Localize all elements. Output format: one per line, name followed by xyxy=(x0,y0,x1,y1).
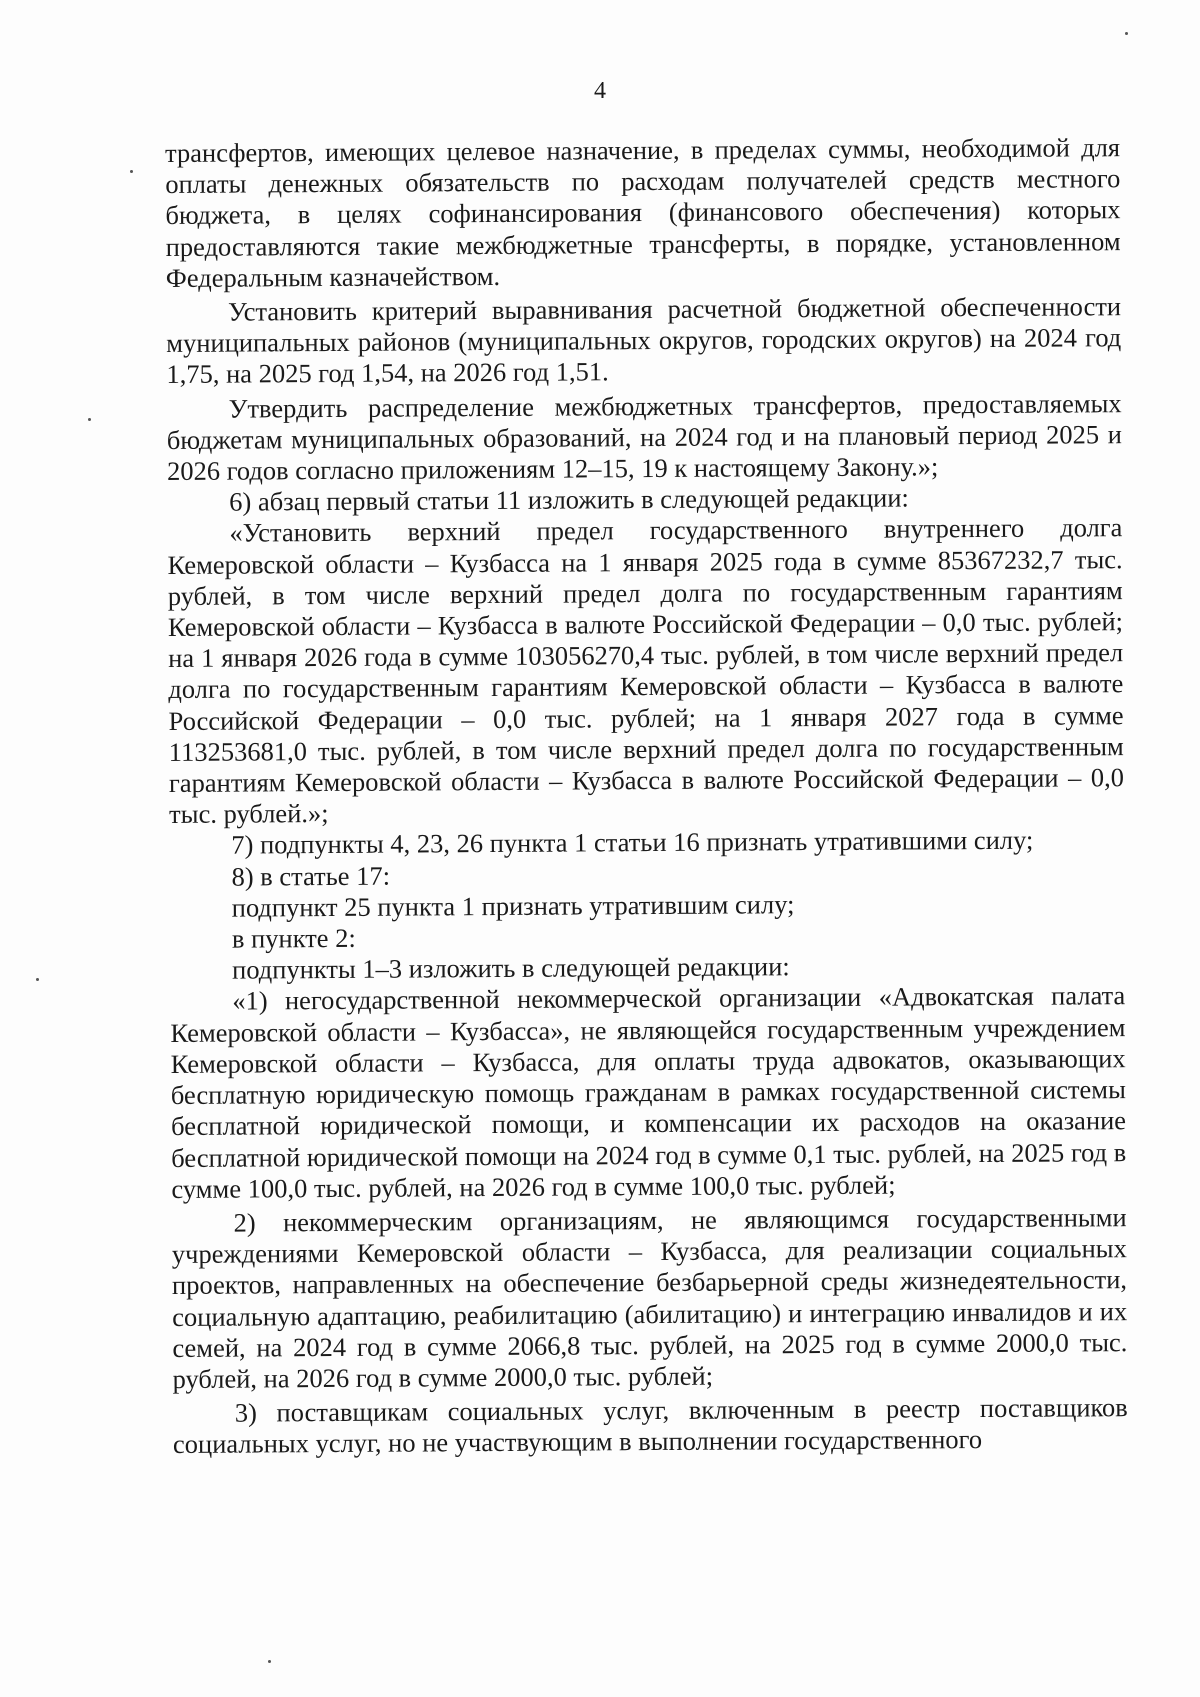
scan-speck xyxy=(268,1660,271,1663)
paragraph-point-2: в пункте 2: xyxy=(231,922,356,954)
paragraph-transfers-distribution: Утвердить распределение межбюджетных трансфертов, предоставляемых бюджетам муниципальных образований, на 2024 год и на плановый период 2025 и 2026 годов согласно приложениям 12–15, 19 к настоящему Закону.»; xyxy=(166,387,1122,487)
scan-speck xyxy=(130,170,133,173)
page-number: 4 xyxy=(594,78,606,104)
paragraph-equalization-criterion: Установить критерий выравнивания расчетной бюджетной обеспеченности муниципальных районов (муниципальных округов, городских округов) на 2024 год 1,75, на 2025 год 1,54, на 2026 год 1,51. xyxy=(166,291,1122,390)
scan-speck xyxy=(88,418,91,421)
scan-speck xyxy=(1125,32,1128,35)
paragraph-subitem-1: «1) негосударственной некоммерческой организации «Адвокатская палата Кемеровской области – Кузбасса», не являющейся государственным учреждением Кемеровской области – Кузбасса, для оплаты труда адвокатов, оказывающих бесплатную юридическую помощь гражданам в рамках государственной системы бесплатной юридической помощи, и компенсации их расходов на оказание бесплатной юридической помощи на 2024 год в сумме 0,1 тыс. рублей, на 2025 год в сумме 100,0 тыс. рублей, на 2026 год в сумме 100,0 тыс. рублей; xyxy=(170,980,1127,1204)
paragraph-subitem-25: подпункт 25 пункта 1 признать утратившим силу; xyxy=(231,889,795,923)
paragraph-subitem-2: 2) некоммерческим организациям, не являющимся государственными учреждениями Кемеровской области – Кузбасса, для реализации социальных проектов, направленных на обеспечение безбарьерной среды жизнедеятельности, социальную адаптацию, реабилитацию (абилитацию) и интеграцию инвалидов и их семей, на 2024 год в сумме 2066,8 тыс. рублей, на 2025 год в сумме 2000,0 тыс. рублей, на 2026 год в сумме 2000,0 тыс. рублей; xyxy=(171,1202,1128,1394)
paragraph-item-7: 7) подпункты 4, 23, 26 пункта 1 статьи 16 признать утратившими силу; xyxy=(231,825,1034,861)
document-body xyxy=(165,132,1128,1460)
paragraph-item-8: 8) в статье 17: xyxy=(231,860,391,892)
paragraph-subitems-1-3: подпункты 1–3 изложить в следующей редакции: xyxy=(231,951,790,985)
scan-speck xyxy=(36,978,39,981)
paragraph-continuation: трансфертов, имеющих целевое назначение, в пределах суммы, необходимой для оплаты денежных обязательств по расходам получателей средств местного бюджета, в целях софинансирования (финансового обеспечения) которых предоставляются такие межбюджетные трансферты, в порядке, установленном Федеральным казначейством. xyxy=(165,132,1121,293)
paragraph-subitem-3: 3) поставщикам социальных услуг, включенным в реестр поставщиков социальных услуг, но не участвующим в выполнении государственного xyxy=(172,1392,1128,1460)
paragraph-debt-limit: «Установить верхний предел государственного внутреннего долга Кемеровской области – Кузбасса на 1 января 2025 года в сумме 85367232,7 тыс. рублей, в том числе верхний предел долга по государственным гарантиям Кемеровской области – Кузбасса в валюте Российской Федерации – 0,0 тыс. рублей; на 1 января 2026 года в сумме 103056270,4 тыс. рублей, в том числе верхний предел долга по государственным гарантиям Кемеровской области – Кузбасса в валюте Российской Федерации – 0,0 тыс. рублей; на 1 января 2027 года в сумме 113253681,0 тыс. рублей, в том числе верхний предел долга по государственным гарантиям Кемеровской области – Кузбасса в валюте Российской Федерации – 0,0 тыс. рублей.»; xyxy=(167,512,1125,830)
paragraph-item-6: 6) абзац первый статьи 11 изложить в следующей редакции: xyxy=(229,482,909,517)
